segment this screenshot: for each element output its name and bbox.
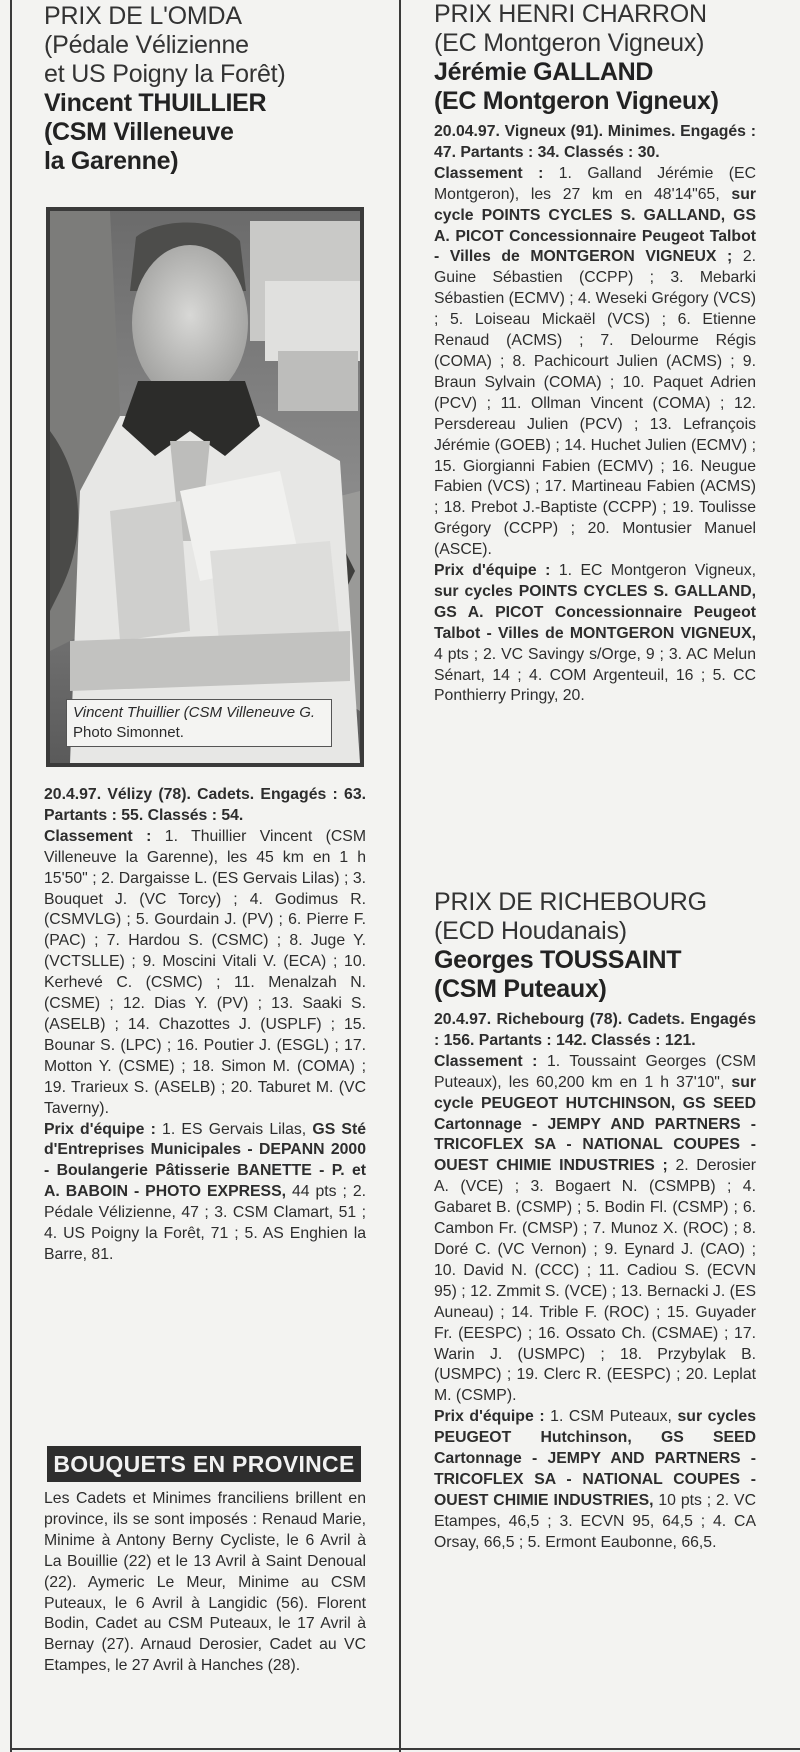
heading-title-line: PRIX DE RICHEBOURG (434, 888, 707, 916)
classement (44, 827, 366, 1120)
classement-text: 1. Toussaint Georges (CSM Puteaux), les 60,200 km en 1 h 37'10", (434, 1052, 756, 1091)
column-divider (399, 0, 401, 1752)
heading-organizer-line: (Pédale Vélizienne (44, 31, 249, 59)
classement-label: Classement : (44, 827, 152, 845)
right-article-charron (434, 0, 756, 707)
race-info: 20.4.97. Vélizy (78). Cadets. Engagés : 63. Partants : 55. Classés : 54. (44, 786, 366, 824)
classement-label: Classement : (434, 1052, 538, 1070)
right-heading-b (434, 888, 756, 1004)
bouquets-article (44, 1489, 366, 1677)
caption-name: Vincent Thuillier (CSM Villeneuve G. (73, 704, 316, 721)
team-prize-label: Prix d'équipe : (44, 1120, 156, 1138)
team-prize-text: 1. CSM Puteaux, (550, 1408, 672, 1426)
left-margin-rule (10, 0, 12, 1752)
classement (434, 164, 756, 561)
heading-organizer-line: et US Poigny la Forêt) (44, 60, 286, 88)
classement-rest: 2. Guine Sébastien (CCPP) ; 3. Mebarki Sébastien (ECMV) ; 4. Weseki Grégory (VCS) ; 5. Loiseau Mickaël (VCS) ; 6. Etienne Renaud (ACMS) ; 7. Delourme Régis (COMA) ; 8. Pachicourt Julien (ACMS) ; 9. Braun Sylvain (COMA) ; 10. Paquet Adrien (PCV) ; 11. Ollman Vincent (COMA) ; 12. Persdereau Julien (PCV) ; 13. Lefrançois Jérémie (GOEB) ; 14. Huchet Julien (ECMV) ; 15. Giorgianni Fabien (ECMV) ; 16. Neugue Fabien (VCS) ; 17. Martineau Fabien (ACMS) ; 18. Prebot J.-Baptiste (CCPP) ; 19. Toulisse Grégory (CCPP) ; 20. Montusier Manuel (ASCE). (434, 248, 757, 559)
heading-organizer-line: (ECD Houdanais) (434, 917, 627, 945)
right-heading-a (434, 0, 756, 116)
classement (434, 1052, 756, 1407)
team-prize-sponsors: sur cycles POINTS CYCLES S. GALLAND, GS A. PICOT Concessionnaire Peugeot Talbot - Villes de MONTGERON VIGNEUX, (434, 582, 756, 642)
heading-title-line: PRIX HENRI CHARRON (434, 0, 707, 28)
right-article-richebourg (434, 888, 756, 1554)
bottom-rule (10, 1748, 800, 1750)
team-prize-sponsors: GS Sté d'Entreprises Municipales - DEPANN 2000 - Boulangerie Pâtisserie BANETTE - P. et A. BABOIN - PHOTO EXPRESS, (44, 1120, 367, 1201)
team-prize (44, 1120, 366, 1266)
classement-label: Classement : (434, 164, 544, 182)
classement-text: 1. Galland Jérémie (EC Montgeron), les 27 km en 48'14"65, (434, 164, 756, 203)
classement-sponsors: sur cycle POINTS CYCLES S. GALLAND, GS A. PICOT Concessionnaire Peugeot Talbot - Villes de MONTGERON VIGNEUX ; (434, 185, 756, 266)
heading-organizer-line: (EC Montgeron Vigneux) (434, 29, 705, 57)
race-info: 20.4.97. Richebourg (78). Cadets. Engagés : 156. Partants : 142. Classés : 121. (434, 1011, 756, 1049)
team-prize-text: 1. ES Gervais Lilas, (162, 1120, 307, 1138)
classement-sponsors: sur cycle PEUGEOT HUTCHINSON, GS SEED Cartonnage - JEMPY AND PARTNERS - TRICOFLEX SA - NATIONAL COUPES - OUEST CHIMIE INDUSTRIES ; (434, 1073, 757, 1175)
team-prize (434, 1407, 756, 1553)
bouquets-text: Les Cadets et Minimes franciliens brillent en province, ils se sont imposés : Renaud Marie, Minime à Antony Berny Cycliste, le 6 Avril à La Bouillie (22) et le 13 Avril à Saint Denoual (22). Aymeric Le Meur, Minime au CSM Puteaux, le 6 Avril à Langidic (56). Florent Bodin, Cadet au CSM Puteaux, le 17 Avril à Bernay (27). Arnaud Derosier, Cadet au VC Etampes, le 27 Avril à Hanches (28). (44, 1490, 366, 1675)
team-prize-label: Prix d'équipe : (434, 562, 551, 580)
section-banner: BOUQUETS EN PROVINCE (47, 1446, 361, 1482)
team-prize-rest: 4 pts ; 2. VC Savingy s/Orge, 9 ; 3. AC Melun Sénart, 14 ; 4. COM Argenteuil, 16 ; 5. CC Ponthierry Pringy, 20. (434, 645, 756, 705)
team-prize-text: 1. EC Montgeron Vigneux, (558, 562, 757, 580)
team-prize-rest: 10 pts ; 2. VC Etampes, 46,5 ; 3. ECVN 95, 64,5 ; 4. CA Orsay, 66,5 ; 5. Ermont Eaubonne, 66,5. (434, 1491, 756, 1551)
winner-name: Vincent THUILLIER (44, 89, 267, 117)
winner-name: Georges TOUSSAINT (434, 946, 682, 974)
team-prize-label: Prix d'équipe : (434, 1408, 545, 1426)
classement-text: 1. Thuillier Vincent (CSM Villeneuve la Garenne), les 45 km en 1 h 15'50" ; 2. Dargaisse L. (ES Gervais Lilas) ; 3. Bouquet J. (VC Torcy) ; 4. Godimus R. (CSMVLG) ; 5. Gourdain J. (PV) ; 6. Pierre F. (PAC) ; 7. Hardou S. (CSMC) ; 8. Juge Y. (VCTSLLE) ; 9. Moscini Vitali V. (ECA) ; 10. Kerhevé C. (CSMC) ; 11. Menalzah N. (CSME) ; 12. Dias Y. (PV) ; 13. Saaki S. (ASELB) ; 14. Chazottes J. (USPLF) ; 15. Bounar S. (LPC) ; 16. Poutier J. (ESGL) ; 17. Motton Y. (CSME) ; 18. Simon M. (COMA) ; 19. Trarieux S. (ASELB) ; 20. Taburet M. (VC Taverny). (44, 827, 366, 1117)
team-prize-rest: 44 pts ; 2. Pédale Vélizienne, 47 ; 3. CSM Clamart, 51 ; 4. US Poigny la Forêt, 71 ; 5. AS Enghien la Barre, 81. (44, 1183, 367, 1263)
race-info: 20.04.97. Vigneux (91). Minimes. Engagés : 47. Partants : 34. Classés : 30. (434, 123, 756, 161)
heading-title-line: PRIX DE L'OMDA (44, 2, 242, 30)
winner-name: Jérémie GALLAND (434, 58, 654, 86)
team-prize-sponsors: sur cycles PEUGEOT Hutchinson, GS SEED Cartonnage - JEMPY AND PARTNERS - TRICOFLEX SA - NATIONAL COUPES - OUEST CHIMIE INDUSTRIES, (434, 1408, 756, 1509)
winner-club: (EC Montgeron Vigneux) (434, 87, 719, 115)
team-prize (434, 561, 756, 707)
photo-caption (66, 699, 332, 747)
winner-club: la Garenne) (44, 147, 179, 175)
rider-photo-image (50, 211, 360, 763)
classement-rest: 2. Derosier A. (VCE) ; 3. Bogaert N. (CSMPB) ; 4. Gabaret B. (CSMP) ; 5. Bodin Fl. (CSMP) ; 6. Cambon Fr. (CMSP) ; 7. Munoz X. (ROC) ; 8. Doré C. (VC Vernon) ; 9. Eynard J. (CAO) ; 10. David N. (CCC) ; 11. Cadiou S. (ECVN 95) ; 12. Zmmit S. (VCE) ; 13. Bernacki J. (ES Auneau) ; 14. Trible F. (ROC) ; 15. Guyader Fr. (EESPC) ; 16. Ossato Ch. (CSMAE) ; 17. Warin J. (USMPC) ; 18. Przybylak B. (USMPC) ; 19. Clerc R. (EESPC) ; 20. Leplat M. (CSMP). (434, 1157, 757, 1405)
left-heading (44, 2, 366, 176)
winner-club: (CSM Villeneuve (44, 118, 234, 146)
left-article (44, 785, 366, 1266)
caption-credit: Photo Simonnet. (73, 724, 184, 741)
rider-photo (46, 207, 364, 767)
winner-club: (CSM Puteaux) (434, 975, 607, 1003)
